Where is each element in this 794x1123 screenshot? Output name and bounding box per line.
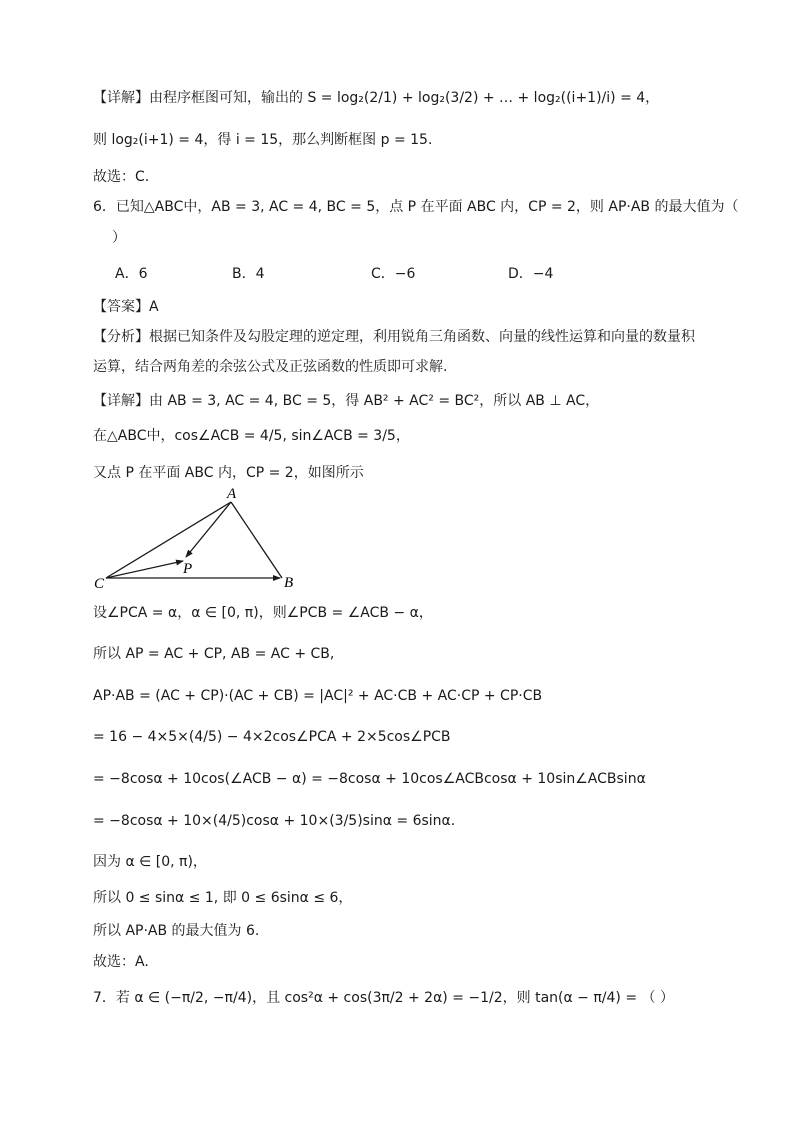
vector-ap [186, 502, 231, 557]
detail-line-2: 在△ABC中，cos∠ACB = 4/5, sin∠ACB = 3/5， [93, 428, 410, 444]
analysis-line-2: 运算，结合两角差的余弦公式及正弦函数的性质即可求解. [93, 359, 448, 375]
detail-line-5: 所以 AP = AC + CP, AB = AC + CB, [93, 646, 335, 662]
question-7-stem: 7．若 α ∈ (−π/2, −π/4)，且 cos²α + cos(3π/2 + 2α) = −1/2，则 tan(α − π/4) = （ ） [93, 990, 674, 1006]
option-c: C．−6 [371, 266, 416, 282]
analysis-line-1: 【分析】根据已知条件及勾股定理的逆定理，利用锐角三角函数、向量的线性运算和向量的数量积 [93, 329, 695, 345]
label-c: C [94, 576, 105, 590]
question-6-stem: 6．已知△ABC中，AB = 3, AC = 4, BC = 5，点 P 在平面 ABC 内，CP = 2，则 AP·AB 的最大值为（ [93, 199, 739, 215]
solution-detail-line-1: 【详解】由程序框图可知，输出的 S = log₂(2/1) + log₂(3/2) + … + log₂((i+1)/i) = 4， [93, 90, 660, 106]
option-b: B．4 [232, 266, 265, 282]
label-p: P [183, 561, 193, 577]
solution-detail-line-2: 则 log₂(i+1) = 4，得 i = 15，那么判断框图 p = 15. [93, 132, 433, 148]
detail-line-12: 所以 AP·AB 的最大值为 6. [93, 923, 260, 939]
question-6-bracket: ） [112, 230, 126, 246]
detail-line-4: 设∠PCA = α，α ∈ [0, π)，则∠PCB = ∠ACB − α， [93, 605, 433, 621]
segment-ab [231, 502, 282, 578]
detail-line-3: 又点 P 在平面 ABC 内，CP = 2，如图所示 [93, 465, 364, 481]
detail-line-10: 因为 α ∈ [0, π)， [93, 854, 207, 870]
option-a: A．6 [115, 266, 148, 282]
vector-cp [106, 561, 183, 578]
option-d: D．−4 [508, 266, 554, 282]
triangle-figure [90, 486, 310, 590]
solution-choice-5: 故选：C. [93, 169, 150, 185]
answer-label: 【答案】A [93, 299, 159, 315]
detail-line-6: AP·AB = (AC + CP)·(AC + CB) = |AC|² + AC·CB + AC·CP + CP·CB [93, 688, 543, 704]
detail-line-1: 【详解】由 AB = 3, AC = 4, BC = 5，得 AB² + AC² = BC²，所以 AB ⊥ AC， [93, 393, 600, 409]
segment-ca [106, 502, 231, 578]
detail-line-11: 所以 0 ≤ sinα ≤ 1, 即 0 ≤ 6sinα ≤ 6， [93, 890, 353, 906]
detail-line-13: 故选：A. [93, 954, 149, 970]
label-a: A [227, 486, 237, 502]
detail-line-7: = 16 − 4×5×(4/5) − 4×2cos∠PCA + 2×5cos∠PCB [93, 729, 451, 745]
label-b: B [284, 575, 294, 590]
detail-line-9: = −8cosα + 10×(4/5)cosα + 10×(3/5)sinα = 6sinα. [93, 813, 456, 829]
detail-line-8: = −8cosα + 10cos(∠ACB − α) = −8cosα + 10cos∠ACBcosα + 10sin∠ACBsinα [93, 771, 646, 787]
